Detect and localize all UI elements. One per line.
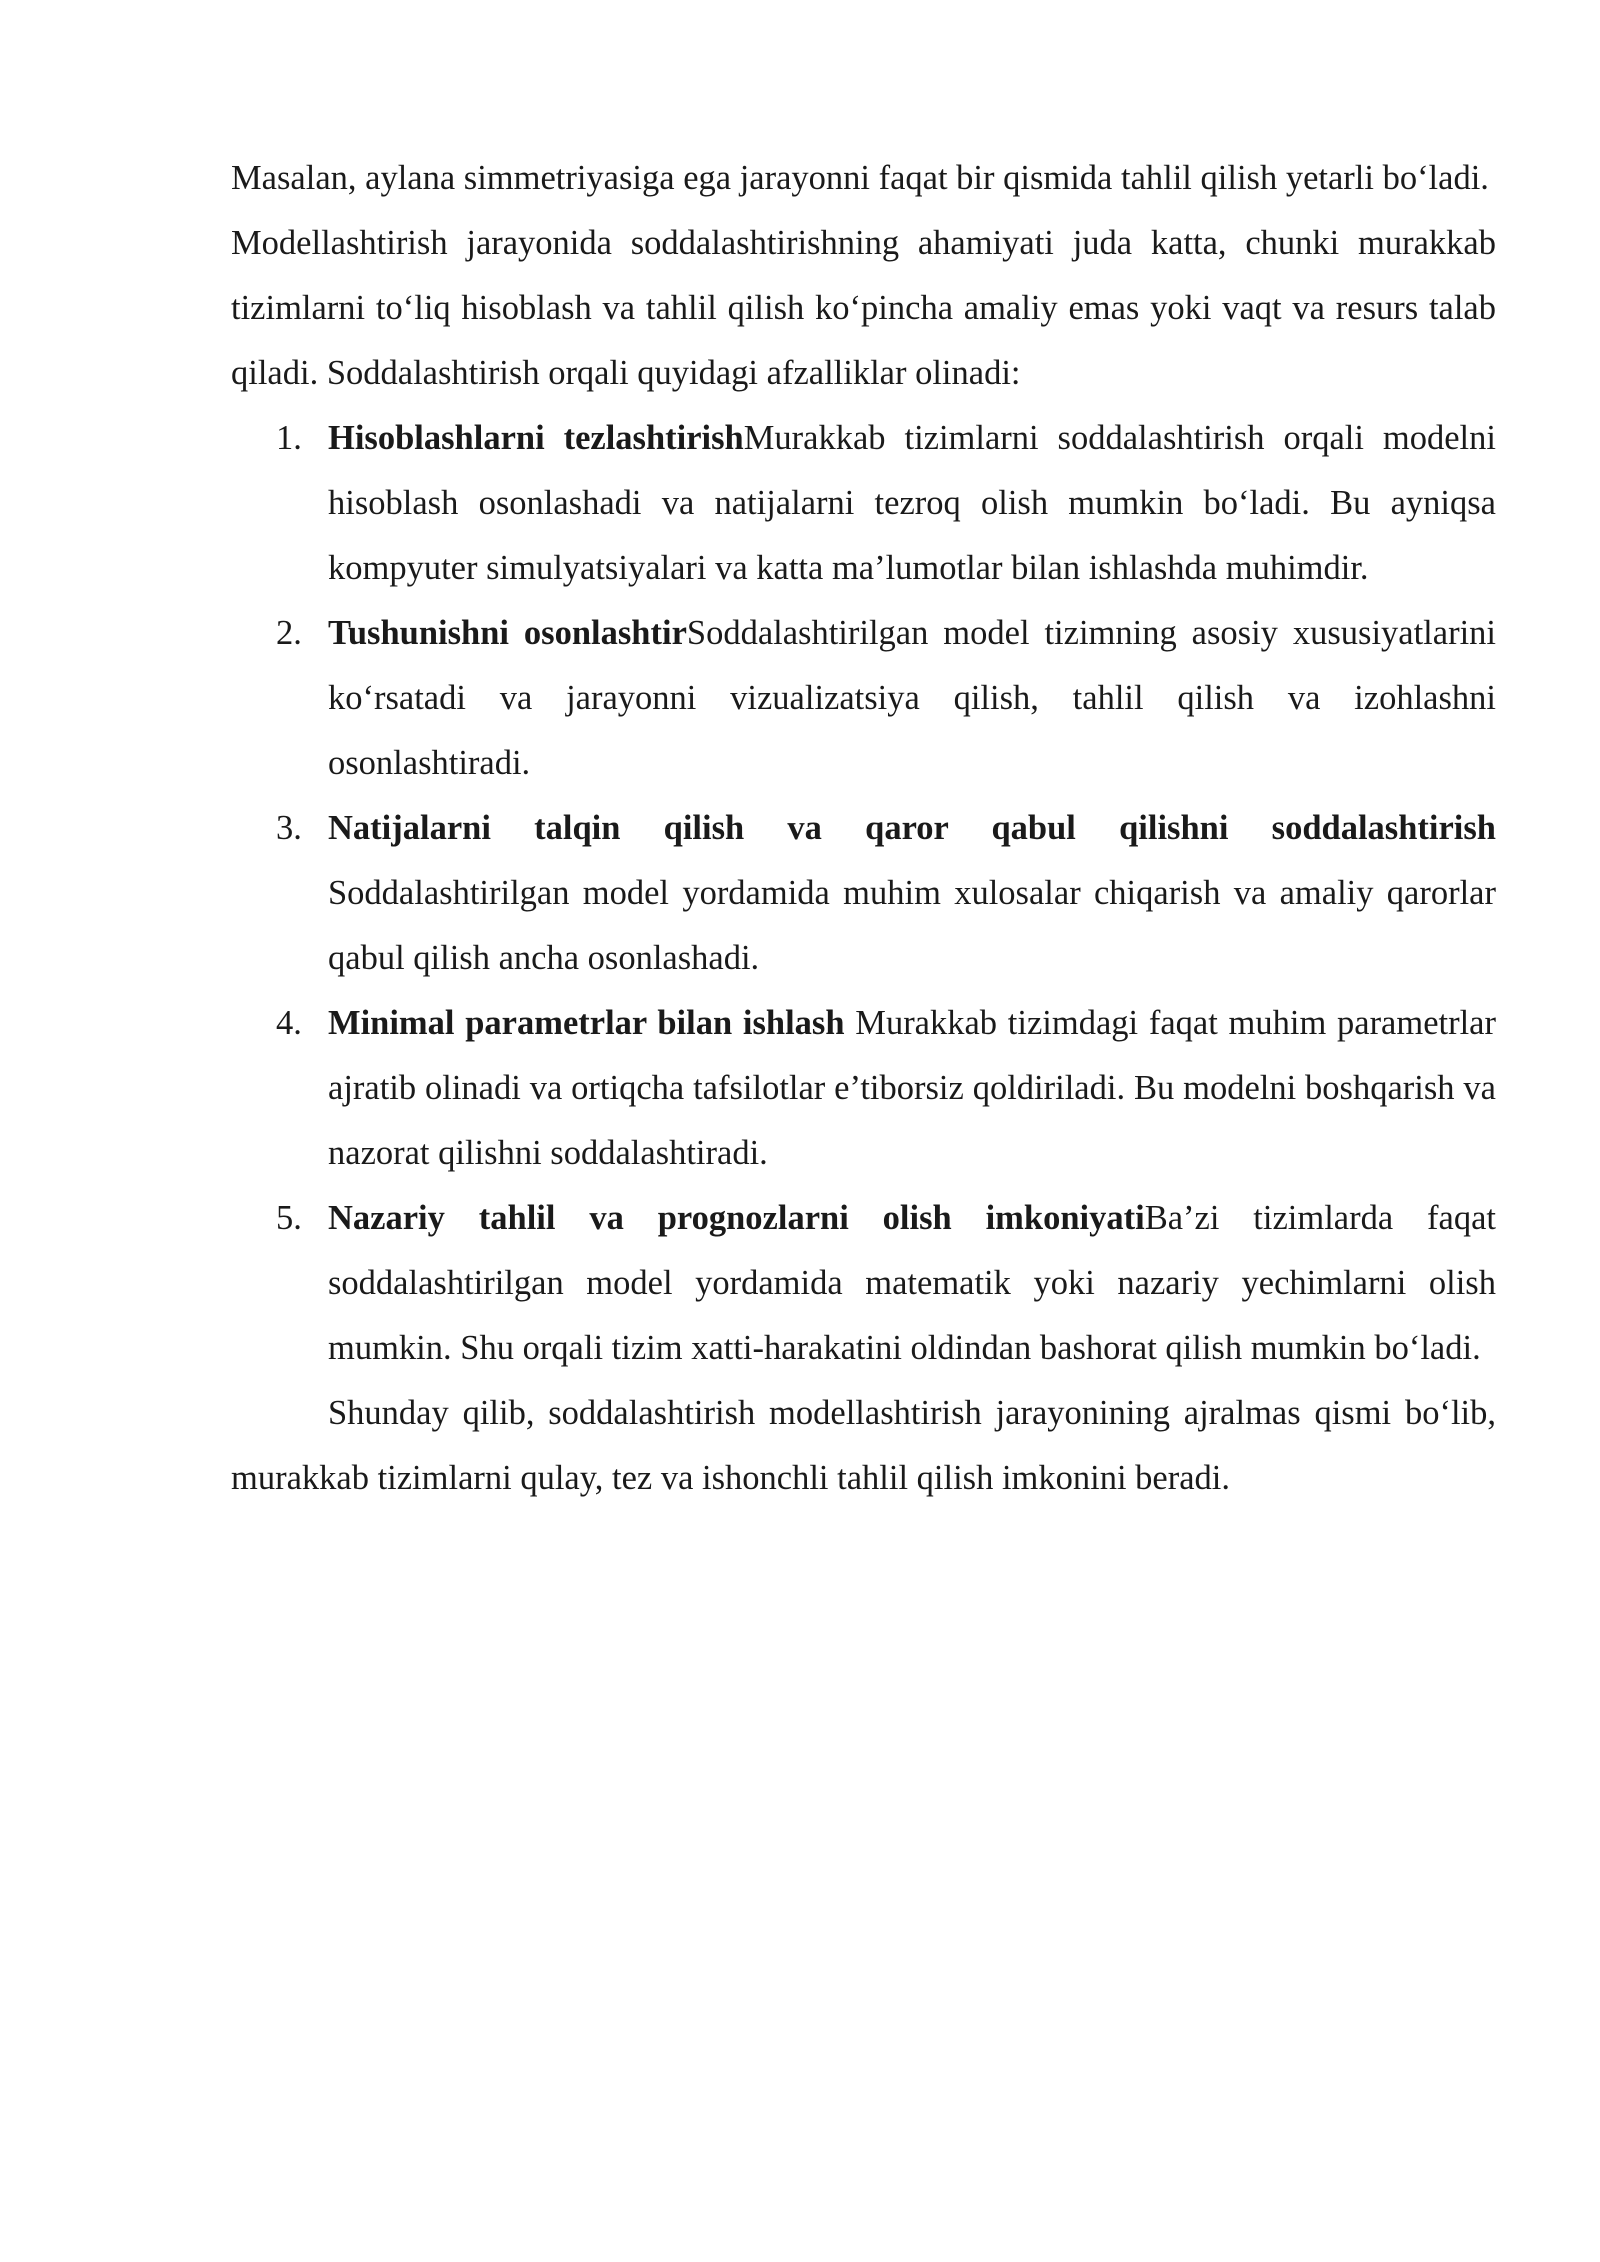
list-item-title: Minimal parametrlar bilan ishlash bbox=[328, 1004, 845, 1042]
list-item-title: Tushunishni osonlashtir bbox=[328, 614, 687, 652]
list-item-title: Nazariy tahlil va prognozlarni olish imkoniyati bbox=[328, 1199, 1145, 1237]
list-item-title: Natijalarni talqin qilish va qaror qabul qilishni soddalashtirish bbox=[328, 809, 1496, 847]
list-item-number: 5. bbox=[276, 1199, 302, 1237]
list-item bbox=[276, 1186, 1496, 1381]
list-item bbox=[276, 796, 1496, 991]
list-item bbox=[276, 406, 1496, 601]
paragraph-conclusion: Shunday qilib, soddalashtirish modellashtirish jarayonining ajralmas qismi bo‘lib, murakkab tizimlarni qulay, tez va ishonchli tahlil qilish imkonini beradi. bbox=[231, 1394, 1496, 1497]
paragraph-intro: Masalan, aylana simmetriyasiga ega jarayonni faqat bir qismida tahlil qilish yetarli bo‘ladi. bbox=[231, 159, 1489, 197]
list-item-text: Murakkab tizimlarni soddalashtirish orqali modelni hisoblash osonlashadi va natijalarni tezroq olish mumkin bo‘ladi. Bu ayniqsa kompyuter simulyatsiyalari va katta ma’lumotlar bilan ishlashda muhimdir. bbox=[328, 419, 1496, 587]
list-item-number: 4. bbox=[276, 1004, 302, 1042]
list-item-text: Soddalashtirilgan model yordamida muhim xulosalar chiqarish va amaliy qarorlar qabul qilish ancha osonlashadi. bbox=[328, 874, 1496, 977]
list-item bbox=[276, 991, 1496, 1186]
list-item-text: Ba’zi tizimlarda faqat soddalashtirilgan model yordamida matematik yoki nazariy yechimlarni olish mumkin. Shu orqali tizim xatti-harakatini oldindan bashorat qilish mumkin bo‘ladi. bbox=[328, 1199, 1496, 1367]
document-page bbox=[231, 146, 1496, 1511]
list-item-number: 3. bbox=[276, 809, 302, 847]
list-item-number: 1. bbox=[276, 419, 302, 457]
list-item-text: Murakkab tizimdagi faqat muhim parametrlar ajratib olinadi va ortiqcha tafsilotlar e’tiborsiz qoldiriladi. Bu modelni boshqarish va nazorat qilishni soddalashtiradi. bbox=[328, 1004, 1496, 1172]
paragraph-importance: Modellashtirish jarayonida soddalashtirishning ahamiyati juda katta, chunki murakkab tizimlarni to‘liq hisoblash va tahlil qilish ko‘pincha amaliy emas yoki vaqt va resurs talab qiladi. Soddalashtirish orqali quyidagi afzalliklar olinadi: bbox=[231, 224, 1496, 392]
list-item-title: Hisoblashlarni tezlashtirish bbox=[328, 419, 744, 457]
list-item-text: Soddalashtirilgan model tizimning asosiy xususiyatlarini ko‘rsatadi va jarayonni vizualizatsiya qilish, tahlil qilish va izohlashni osonlashtiradi. bbox=[328, 614, 1496, 782]
list-item-number: 2. bbox=[276, 614, 302, 652]
benefits-list bbox=[231, 406, 1496, 1381]
list-item bbox=[276, 601, 1496, 796]
